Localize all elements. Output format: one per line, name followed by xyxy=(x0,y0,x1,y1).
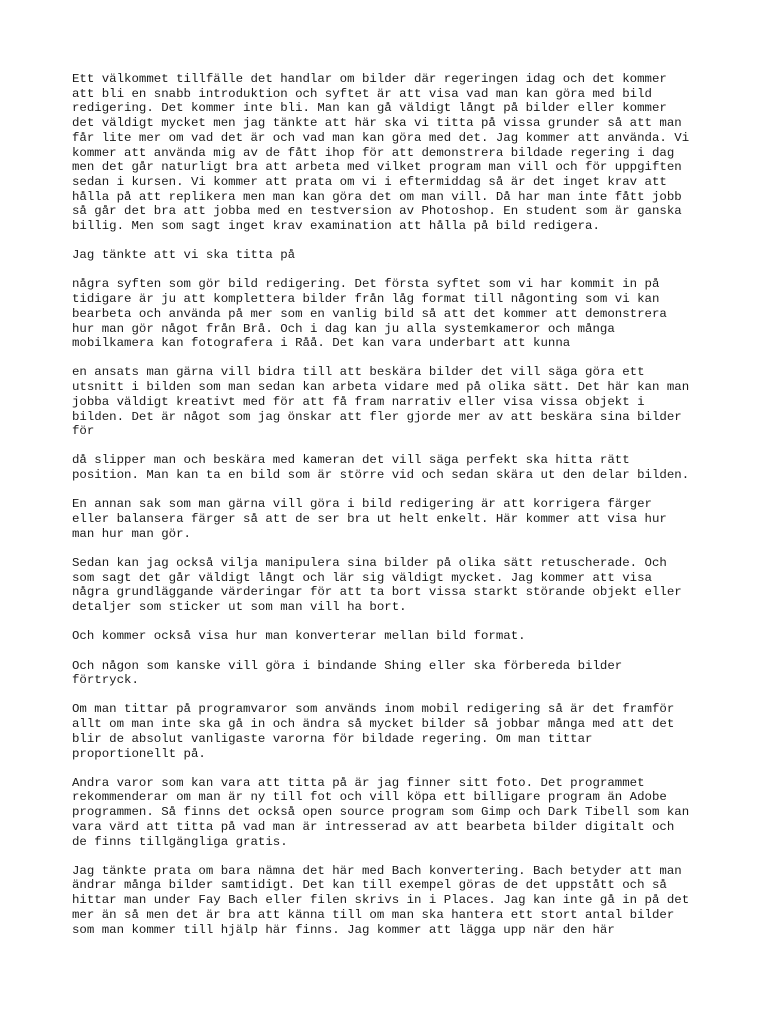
paragraph-1: Ett välkommet tillfälle det handlar om bilder där regeringen idag och det kommer att bli en snabb introduktion och syftet är att visa vad man kan göra med bild redigering. Det kommer inte bli. Man kan gå väldigt långt på bilder eller kommer det väldigt mycket men jag tänkte att här ska vi titta på vissa grunder så att man får lite mer om vad det är och vad man kan göra med det. Jag kommer att använda. Vi kommer att använda mig av de fått ihop för att demonstrera bildade regering i dag men det går naturligt bra att arbeta med vilket program man vill och för uppgiften sedan i kursen. Vi kommer att prata om vi i eftermiddag så är det inget krav att hålla på att replikera men man kan göra det om man vill. Då har man inte fått jobb så går det bra att jobba med en testversion av Photoshop. En student som är ganska billig. Men som sagt inget krav examination att hålla på bild redigera. xyxy=(72,72,690,234)
paragraph-5: då slipper man och beskära med kameran det vill säga perfekt ska hitta rätt position. Man kan ta en bild som är större vid och sedan skära ut den delar bilden. xyxy=(72,453,690,483)
paragraph-3: några syften som gör bild redigering. Det första syftet som vi har kommit in på tidigare är ju att komplettera bilder från låg format till någonting som vi kan bearbeta och använda på mer som en vanlig bild så att det kommer att demonstrera hur man gör något från Brå. Och i dag kan ju alla systemkameror och många mobilkamera kan fotografera i Råå. Det kan vara underbart att kunna xyxy=(72,277,667,351)
paragraph-9: Och någon som kanske vill göra i bindande Shing eller ska förbereda bilder förtryck. xyxy=(72,658,623,688)
paragraph-6: En annan sak som man gärna vill göra i bild redigering är att korrigera färger eller balansera färger så att de ser bra ut helt enkelt. Här kommer att visa hur man hur man gör. xyxy=(72,497,667,541)
paragraph-12: Jag tänkte prata om bara nämna det här med Bach konvertering. Bach betyder att man ändrar många bilder samtidigt. Det kan till exempel göras de det uppstått och så hittar man under Fay Bach eller filen skrivs in i Places. Jag kan inte gå in på det mer än så men det är bra att känna till om man ska hantera ett stort antal bilder som man kommer till hjälp här finns. Jag kommer att lägga upp när den här xyxy=(72,863,690,937)
paragraph-4: en ansats man gärna vill bidra till att beskära bilder det vill säga göra ett utsnitt i bilden som man sedan kan arbeta vidare med på olika sätt. Det här kan man jobba väldigt kreativt med för att få fram narrativ eller visa vissa objekt i bilden. Det är något som jag önskar att fler gjorde mer av att beskära sina bilder för xyxy=(72,365,690,439)
document-page xyxy=(72,72,712,952)
paragraph-2: Jag tänkte att vi ska titta på xyxy=(72,248,296,263)
paragraph-7: Sedan kan jag också vilja manipulera sina bilder på olika sätt retuscherade. Och som sagt det går väldigt långt och lär sig väldigt mycket. Jag kommer att visa några grundläggande värderingar för att ta bort vissa starkt störande objekt eller detaljer som sticker ut som man vill ha bort. xyxy=(72,555,682,615)
paragraph-8: Och kommer också visa hur man konverterar mellan bild format. xyxy=(72,629,526,644)
paragraph-11: Andra varor som kan vara att titta på är jag finner sitt foto. Det programmet rekommenderar om man är ny till fot och vill köpa ett billigare program än Adobe programmen. Så finns det också open source program som Gimp och Dark Tibell som kan vara värd att titta på vad man är intresserad av att bearbeta bilder digitalt och de finns tillgängliga gratis. xyxy=(72,775,690,849)
paragraph-10: Om man tittar på programvaror som används inom mobil redigering så är det framför allt om man inte ska gå in och ändra så mycket bilder så jobbar många med att det blir de absolut vanligaste varorna för bildade regering. Om man tittar proportionellt på. xyxy=(72,702,675,761)
